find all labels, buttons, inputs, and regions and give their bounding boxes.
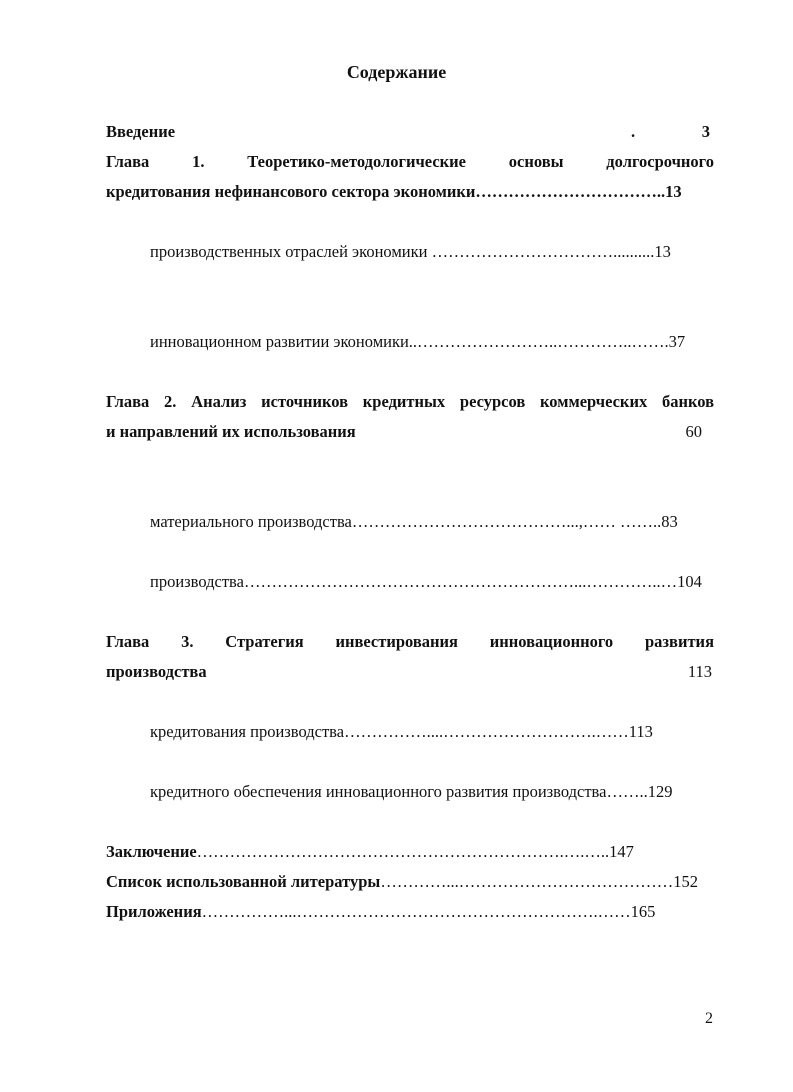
toc-section-1-3-cont: инновационном развитии экономики..……………………..…………..…….37: [150, 332, 686, 351]
toc-appendices: [106, 902, 714, 922]
toc-chapter-2-title-text: и направлений их использования: [106, 422, 356, 441]
toc-section-2-3-cont: производства……………………………………………………...…………..…104: [150, 572, 702, 591]
toc-chapter-1-title-cont: кредитования нефинансового сектора экономики……………………………..13: [106, 182, 682, 201]
toc-section-3-1-cont: кредитования производства……………....……………………….……113: [150, 722, 653, 741]
toc-chapter-3-title-text: производства: [106, 662, 207, 681]
toc-appendices-leader: ……………...……………………………………………….……165: [201, 902, 656, 921]
toc-section-2-2-cont: материального производства…………………………………...,…… ……..83: [150, 512, 678, 531]
toc-bibliography: [106, 872, 714, 892]
toc-chapter-3-page: 113: [687, 662, 712, 681]
toc-section-1-1-cont: производственных отраслей экономики ……………………………..........13: [150, 242, 671, 261]
toc-chapter-2-title-cont: [106, 422, 714, 442]
toc-section-3-2-cont: кредитного обеспечения инновационного развития производства……..129: [150, 782, 673, 801]
toc-chapter-1-title: Глава 1. Теоретико-методологические основы долгосрочного: [106, 152, 714, 171]
toc-conclusion: [106, 842, 714, 862]
toc-intro-label: Введение: [106, 122, 176, 141]
page-title: Содержание: [346, 62, 447, 82]
toc-appendices-label: Приложения: [106, 902, 202, 921]
toc-intro-dot: .: [631, 122, 636, 141]
toc-bibliography-leader: …………...…………………………………152: [380, 872, 698, 891]
page-number: 2: [705, 1010, 713, 1027]
toc-chapter-2-page: 60: [685, 422, 702, 441]
toc-bibliography-label: Список использованной литературы: [106, 872, 381, 891]
toc-chapter-3-title-cont: [106, 662, 714, 682]
toc-intro-page: 3: [701, 122, 710, 141]
toc-conclusion-leader: ………………………………………………………….….…..147: [196, 842, 634, 861]
toc-intro: [106, 122, 714, 142]
toc-conclusion-label: Заключение: [106, 842, 197, 861]
toc-chapter-3-title: Глава 3. Стратегия инвестирования инновационного развития: [106, 632, 714, 651]
toc-chapter-2-title: Глава 2. Анализ источников кредитных ресурсов коммерческих банков: [106, 392, 714, 411]
